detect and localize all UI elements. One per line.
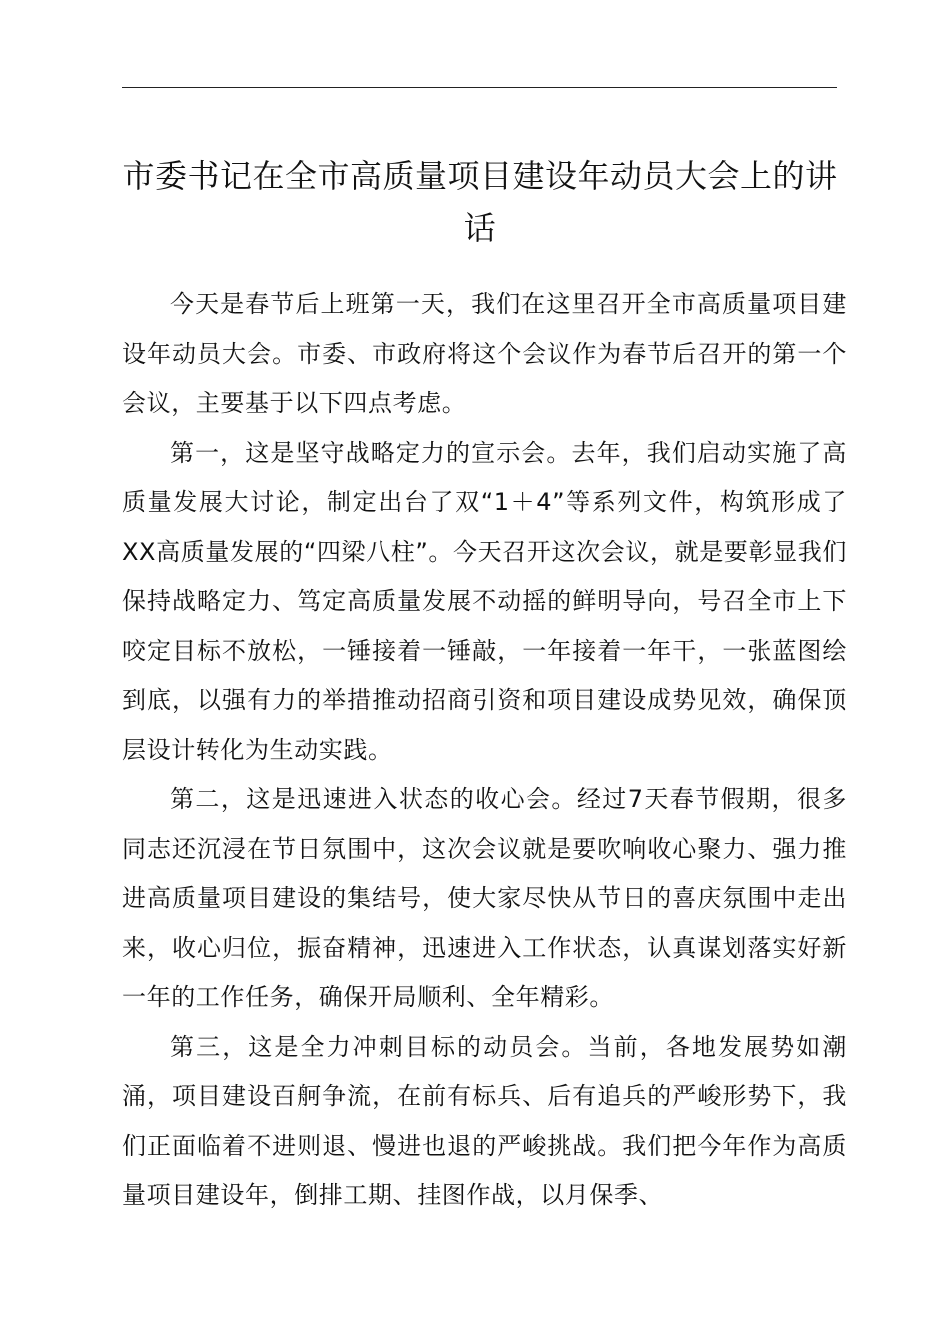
paragraph-second-point: 第二，这是迅速进入状态的收心会。经过7天春节假期，很多同志还沉浸在节日氛围中，这次会议就是要吹响收心聚力、强力推进高质量项目建设的集结号，使大家尽快从节日的喜庆氛围中走出来，收心归位，振奋精神，迅速进入工作状态，认真谋划落实好新一年的工作任务，确保开局顺利、全年精彩。 bbox=[122, 785, 847, 1011]
header-rule bbox=[122, 87, 837, 88]
document-title: 市委书记在全市高质量项目建设年动员大会上的讲话 bbox=[122, 157, 838, 247]
paragraph-first-point: 第一，这是坚守战略定力的宣示会。去年，我们启动实施了高质量发展大讨论，制定出台了双“1＋4”等系列文件，构筑形成了XX高质量发展的“四梁八柱”。今天召开这次会议，就是要彰显我们保持战略定力、笃定高质量发展不动摇的鲜明导向，号召全市上下咬定目标不放松，一锤接着一锤敲，一年接着一年干，一张蓝图绘到底，以强有力的举措推动招商引资和项目建设成势见效，确保顶层设计转化为生动实践。 bbox=[122, 438, 847, 764]
paragraph-intro: 今天是春节后上班第一天，我们在这里召开全市高质量项目建设年动员大会。市委、市政府将这个会议作为春节后召开的第一个会议，主要基于以下四点考虑。 bbox=[122, 290, 847, 417]
paragraph-third-point: 第三，这是全力冲刺目标的动员会。当前，各地发展势如潮涌，项目建设百舸争流，在前有标兵、后有追兵的严峻形势下，我们正面临着不进则退、慢进也退的严峻挑战。我们把今年作为高质量项目建设年，倒排工期、挂图作战，以月保季、 bbox=[122, 1032, 847, 1209]
document-body bbox=[122, 280, 847, 1221]
